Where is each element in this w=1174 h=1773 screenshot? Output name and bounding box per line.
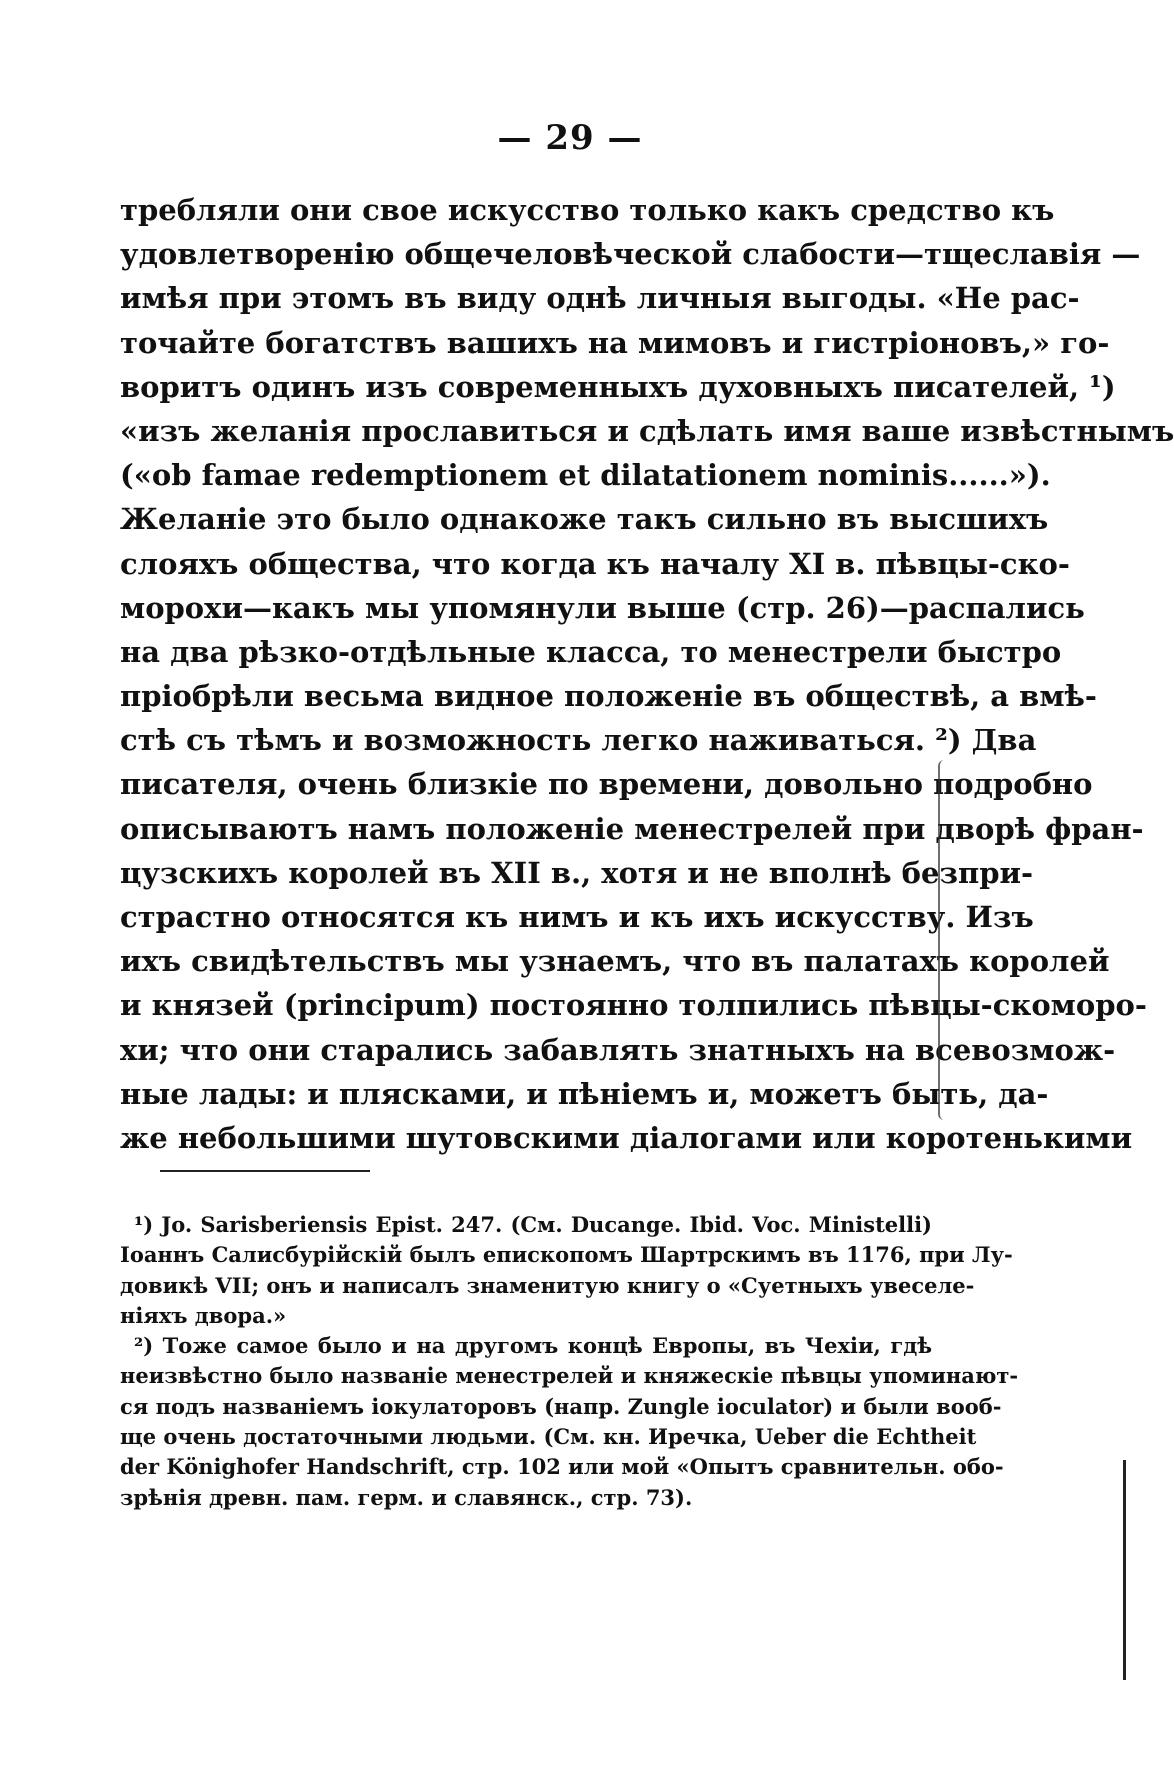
body-line: ные лады: и плясками, и пѣніемъ и, можетъ быть, да-: [120, 1076, 1049, 1111]
footnote-line: неизвѣстно было названіе менестрелей и княжескіе пѣвцы упоминают-: [120, 1363, 1019, 1389]
body-line: морохи—какъ мы упомянули выше (стр. 26)—распались: [120, 590, 1085, 625]
margin-bracket-mark: [938, 760, 946, 1120]
footnote-line: Іоаннъ Салисбурійскій былъ епископомъ Шартрскимъ въ 1176, при Лу-: [120, 1242, 1013, 1268]
body-line: и князей (principum) постоянно толпились пѣвцы-скоморо-: [120, 988, 1147, 1023]
body-line: на два рѣзко-отдѣльные класса, то менестрели быстро: [120, 634, 1062, 669]
footnote-line: der Könighofer Handschrift, стр. 102 или мой «Опытъ сравнительн. обо-: [120, 1454, 1004, 1480]
body-line: «изъ желанія прославиться и сдѣлать имя ваше извѣстнымъ: [120, 413, 1174, 448]
footnotes: [120, 1210, 1019, 1513]
body-line: воритъ одинъ изъ современныхъ духовныхъ писателей, ¹): [120, 369, 1116, 404]
body-line: страстно относятся къ нимъ и къ ихъ искусству. Изъ: [120, 900, 1034, 934]
body-line: имѣя при этомъ въ виду однѣ личныя выгоды. «Не рас-: [120, 281, 1080, 316]
body-line: писателя, очень близкіе по времени, довольно подробно: [120, 767, 1093, 802]
body-line: требляли они свое искусство только какъ средство къ: [120, 193, 1055, 227]
body-line: точайте богатствъ вашихъ на мимовъ и гистріоновъ,» го-: [120, 325, 1110, 360]
body-line: стѣ съ тѣмъ и возможность легко наживаться. ²) Два: [120, 723, 1037, 758]
body-line: удовлетворенію общечеловѣческой слабости—тщеславія —: [120, 237, 1141, 272]
footnote-line: ся подъ названіемъ іокулаторовъ (напр. Zungle ioculator) и были вооб-: [120, 1393, 1002, 1419]
footnote-line: довикѣ VII; онъ и написалъ знаменитую книгу о «Суетныхъ увеселе-: [120, 1272, 975, 1298]
footnote-2: [120, 1331, 1019, 1513]
footnote-line: ще очень достаточными людьми. (См. кн. Иречка, Ueber die Echtheit: [120, 1424, 977, 1450]
body-line: ихъ свидѣтельствъ мы узнаемъ, что въ палатахъ королей: [120, 944, 1110, 979]
body-line: («ob famae redemptionem et dilatationem nominis......»).: [120, 458, 1051, 493]
body-line: слояхъ общества, что когда къ началу XI в. пѣвцы-ско-: [120, 546, 1070, 581]
page-number: — 29 —: [497, 118, 643, 158]
body-line: пріобрѣли весьма видное положеніе въ обществѣ, а вмѣ-: [120, 679, 1097, 714]
body-line: же небольшими шутовскими діалогами или коротенькими: [120, 1120, 1133, 1155]
footnote-divider: [160, 1170, 370, 1172]
body-line: описываютъ намъ положеніе менестрелей при дворѣ фран-: [120, 811, 1144, 846]
body-text: [120, 188, 1174, 1160]
footnote-1: [120, 1210, 1013, 1331]
footnote-line: ¹) Jo. Sarisberiensis Epist. 247. (См. Ducange. Ibid. Voc. Ministelli): [134, 1212, 932, 1237]
footnote-line: зрѣнія древн. пам. герм. и славянск., стр. 73).: [120, 1484, 693, 1510]
body-line: хи; что они старались забавлять знатныхъ на всевозмож-: [120, 1032, 1116, 1067]
body-line: Желаніе это было однакоже такъ сильно въ высшихъ: [120, 502, 1049, 537]
footnote-line: ніяхъ двора.»: [120, 1302, 287, 1328]
body-line: цузскихъ королей въ XII в., хотя и не вполнѣ безпри-: [120, 855, 1034, 890]
footnote-line: ²) Тоже самое было и на другомъ концѣ Европы, въ Чехіи, гдѣ: [134, 1333, 932, 1359]
scan-edge-mark: [1123, 1460, 1126, 1680]
